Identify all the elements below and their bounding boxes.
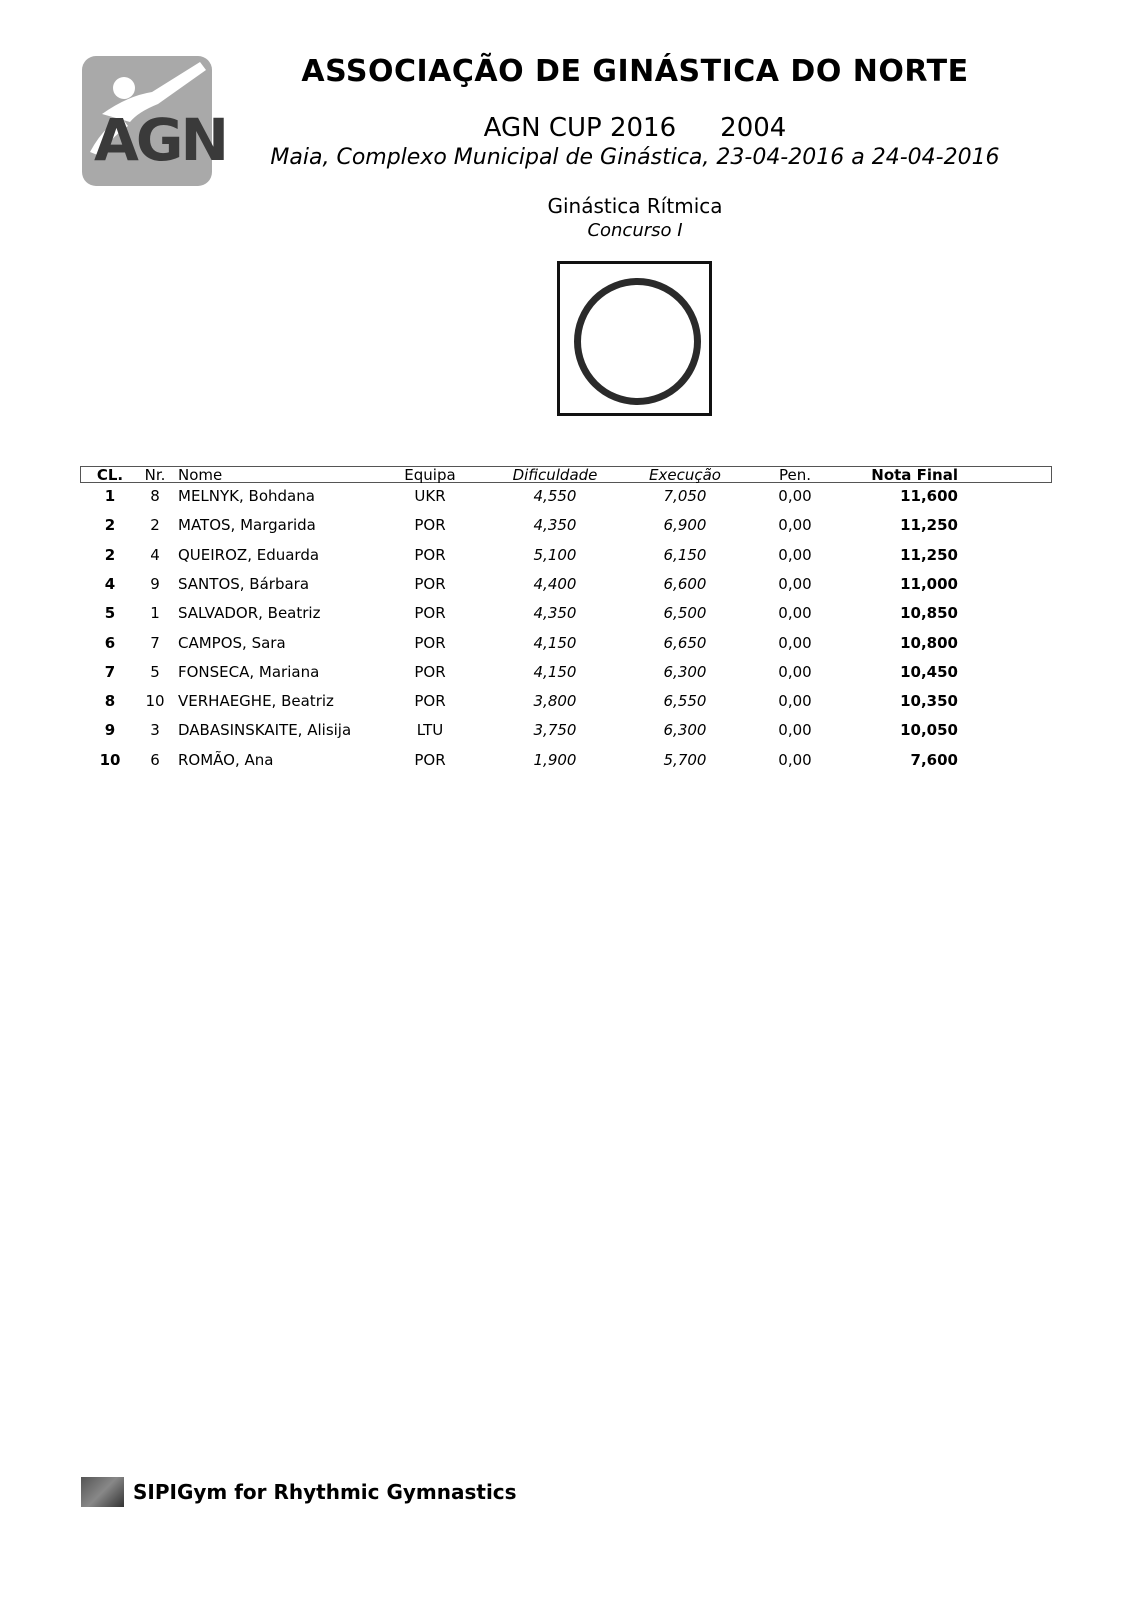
cell-nota-final: 10,850 (900, 604, 958, 623)
cell-cl: 8 (104, 692, 116, 711)
cell-pen: 0,00 (778, 633, 812, 652)
cell-nr: 6 (150, 750, 160, 769)
cell-equipa: POR (414, 545, 446, 564)
cell-dificuldade: 4,350 (533, 604, 577, 623)
cell-pen: 0,00 (778, 574, 812, 593)
cell-nota-final: 10,800 (900, 633, 958, 652)
cell-execucao: 6,600 (663, 574, 707, 593)
cell-nr: 2 (150, 516, 160, 535)
hoop-icon (557, 261, 712, 416)
cell-nota-final: 7,600 (910, 750, 958, 769)
contest-title: Concurso I (587, 220, 683, 241)
cell-pen: 0,00 (778, 487, 812, 505)
table-row (0, 693, 1130, 713)
cell-nr: 8 (150, 487, 160, 505)
cell-dificuldade: 4,350 (533, 516, 577, 535)
cell-cl: 2 (104, 516, 116, 535)
cell-cl: 4 (104, 574, 116, 593)
hoop-ring (574, 278, 701, 405)
cell-nr: 9 (150, 574, 160, 593)
cell-dificuldade: 4,150 (533, 662, 577, 681)
cell-cl: 6 (104, 633, 116, 652)
venue-dates: Maia, Complexo Municipal de Ginástica, 23-04-2016 a 24-04-2016 (270, 145, 1000, 170)
cell-cl: 5 (104, 604, 116, 623)
col-cl: CL. (96, 466, 124, 484)
col-execucao: Execução (649, 466, 721, 484)
cell-nome: SANTOS, Bárbara (178, 574, 310, 593)
cell-pen: 0,00 (778, 604, 812, 623)
event-year: 2004 (720, 113, 787, 143)
cell-execucao: 6,650 (663, 633, 707, 652)
table-row (0, 722, 1130, 742)
cell-nota-final: 10,050 (900, 721, 958, 740)
cell-execucao: 6,300 (663, 662, 707, 681)
cell-nome: FONSECA, Mariana (178, 662, 320, 681)
cell-cl: 2 (104, 545, 116, 564)
cell-nr: 5 (150, 662, 160, 681)
cell-nota-final: 11,250 (900, 516, 958, 535)
col-nr: Nr. (144, 466, 166, 484)
cell-nota-final: 10,350 (900, 692, 958, 711)
cell-nome: VERHAEGHE, Beatriz (178, 692, 334, 711)
col-nota-final: Nota Final (871, 466, 958, 484)
cell-nr: 10 (145, 692, 165, 711)
cell-nr: 4 (150, 545, 160, 564)
cell-dificuldade: 3,800 (533, 692, 577, 711)
col-equipa: Equipa (404, 466, 456, 484)
cell-nome: SALVADOR, Beatriz (178, 604, 321, 623)
cell-cl: 9 (104, 721, 116, 740)
cell-execucao: 6,300 (663, 721, 707, 740)
sipigym-logo-icon (81, 1477, 124, 1507)
cell-nome: MELNYK, Bohdana (178, 487, 315, 505)
discipline-title: Ginástica Rítmica (547, 194, 723, 218)
cell-equipa: POR (414, 633, 446, 652)
cell-nota-final: 11,000 (900, 574, 958, 593)
cell-equipa: UKR (414, 487, 446, 505)
table-row (0, 576, 1130, 596)
cell-equipa: POR (414, 750, 446, 769)
agn-logo (82, 56, 227, 186)
col-dificuldade: Dificuldade (512, 466, 598, 484)
cell-cl: 7 (104, 662, 116, 681)
table-row (0, 488, 1130, 508)
cell-nr: 7 (150, 633, 160, 652)
col-pen: Pen. (778, 466, 811, 484)
col-nome: Nome (178, 466, 223, 484)
cell-execucao: 6,500 (663, 604, 707, 623)
cell-nome: CAMPOS, Sara (178, 633, 286, 652)
logo-text: AGN (94, 106, 227, 174)
table-row (0, 517, 1130, 537)
organization-title: ASSOCIAÇÃO DE GINÁSTICA DO NORTE (301, 54, 969, 89)
cell-nr: 3 (150, 721, 160, 740)
cell-nome: ROMÃO, Ana (178, 750, 274, 769)
cell-pen: 0,00 (778, 662, 812, 681)
cell-nome: QUEIROZ, Eduarda (178, 545, 320, 564)
cell-equipa: POR (414, 692, 446, 711)
cell-dificuldade: 4,550 (533, 487, 577, 505)
cell-nr: 1 (150, 604, 160, 623)
cell-equipa: POR (414, 516, 446, 535)
cell-pen: 0,00 (778, 692, 812, 711)
cell-pen: 0,00 (778, 545, 812, 564)
cell-pen: 0,00 (778, 516, 812, 535)
table-row (0, 547, 1130, 567)
cell-pen: 0,00 (778, 750, 812, 769)
cell-equipa: POR (414, 662, 446, 681)
cell-nota-final: 11,600 (900, 487, 958, 505)
cell-dificuldade: 3,750 (533, 721, 577, 740)
cell-execucao: 5,700 (663, 750, 707, 769)
cell-dificuldade: 1,900 (533, 750, 577, 769)
table-row (0, 605, 1130, 625)
table-row (0, 752, 1130, 772)
results-table-header (80, 466, 1052, 483)
cell-equipa: POR (414, 574, 446, 593)
cell-dificuldade: 4,400 (533, 574, 577, 593)
cell-dificuldade: 4,150 (533, 633, 577, 652)
cell-nome: MATOS, Margarida (178, 516, 316, 535)
table-row (0, 664, 1130, 684)
cell-pen: 0,00 (778, 721, 812, 740)
cell-cl: 10 (99, 750, 121, 769)
cell-execucao: 7,050 (663, 487, 707, 505)
table-row (0, 635, 1130, 655)
event-line (230, 113, 1040, 143)
cell-nome: DABASINSKAITE, Alisija (178, 721, 352, 740)
cell-cl: 1 (104, 487, 116, 505)
cell-nota-final: 11,250 (900, 545, 958, 564)
cell-nota-final: 10,450 (900, 662, 958, 681)
footer-credit: SIPIGym for Rhythmic Gymnastics (133, 1480, 517, 1504)
cell-equipa: LTU (416, 721, 444, 740)
cell-equipa: POR (414, 604, 446, 623)
cell-execucao: 6,550 (663, 692, 707, 711)
cell-execucao: 6,150 (663, 545, 707, 564)
cell-dificuldade: 5,100 (533, 545, 577, 564)
cell-execucao: 6,900 (663, 516, 707, 535)
event-name: AGN CUP 2016 (483, 113, 677, 143)
